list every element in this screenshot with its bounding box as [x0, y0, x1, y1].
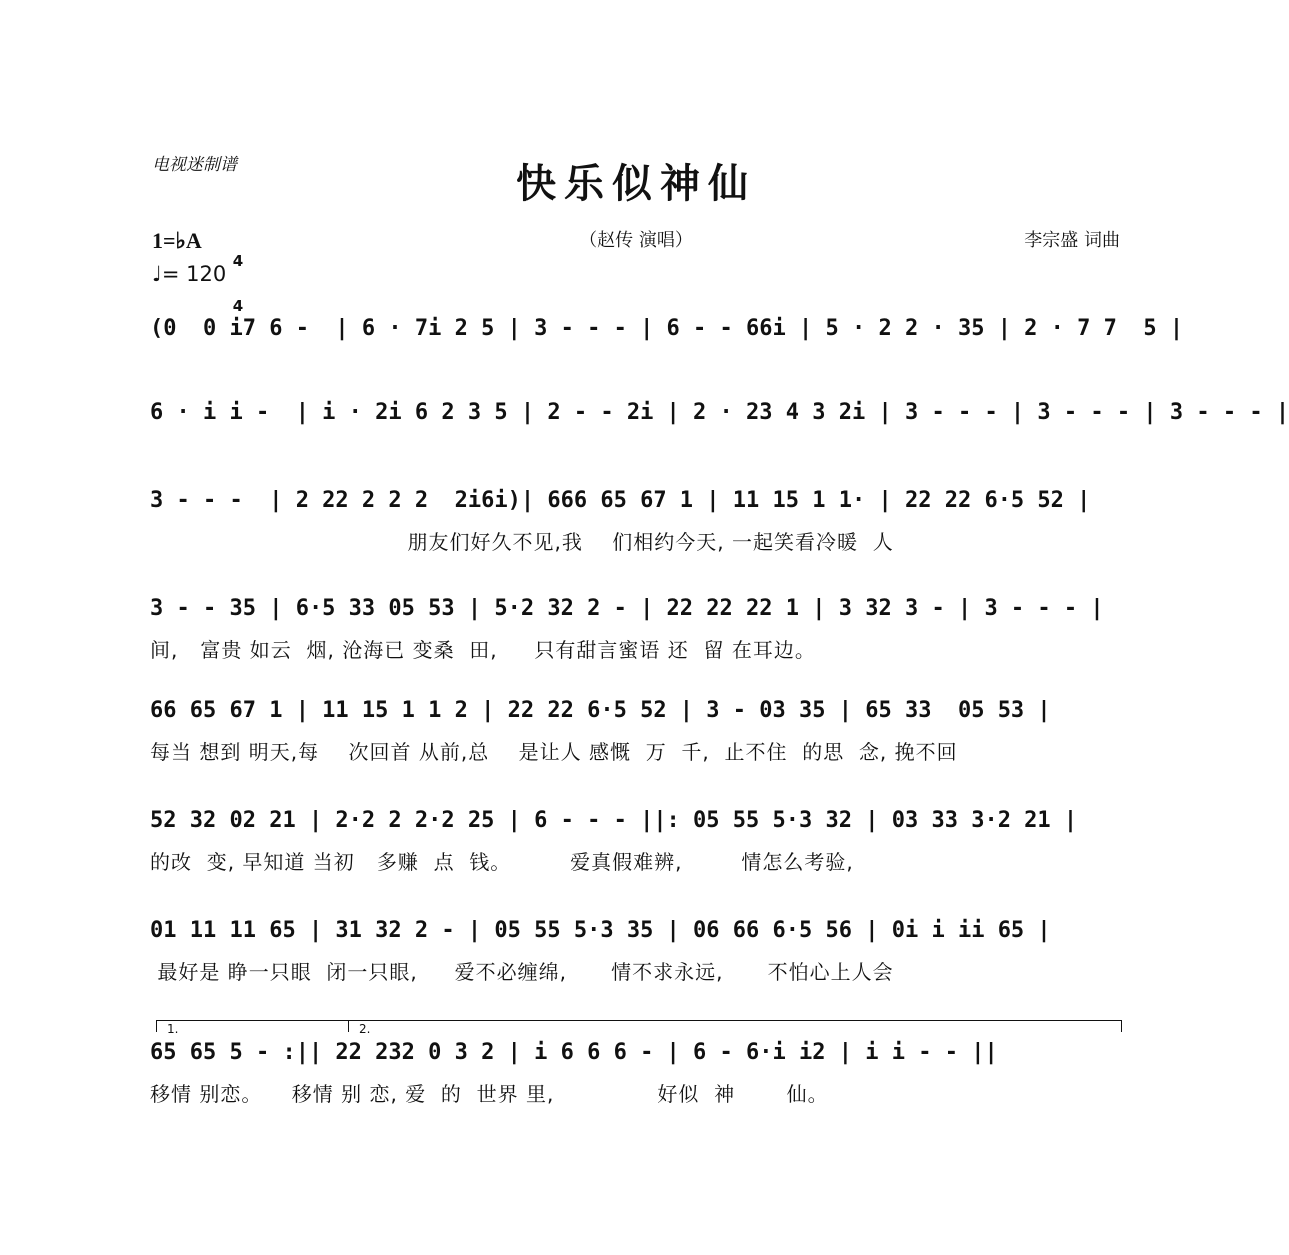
lyrics: 间, 富贵 如云 烟, 沧海已 变桑 田, 只有甜言蜜语 还 留 在耳边。: [150, 638, 816, 662]
lyrics: 最好是 睁一只眼 闭一只眼, 爱不必缠绵, 情不求永远, 不怕心上人会: [150, 960, 894, 984]
lyrics: 朋友们好久不见,我 们相约今天, 一起笑看冷暖 人: [150, 530, 894, 554]
time-signature: [228, 224, 248, 329]
notes: 3 - - - | 2 22 2 2 2 2i6i)| 666 65 67 1 | 11 15 1 1· | 22 22 6·5 52 |: [150, 488, 1091, 513]
tempo-marking: ♩= 120: [152, 262, 227, 286]
key-signature: 1=♭A: [152, 228, 202, 253]
notes: 52 32 02 21 | 2·2 2 2·2 25 | 6 - - - ||: 05 55 5·3 32 | 03 33 3·2 21 |: [150, 808, 1078, 833]
notes: (0 0 i7 6 - | 6 · 7i 2 5 | 3 - - - | 6 - - 66i | 5 · 2 2 · 35 | 2 · 7 7 5 |: [150, 316, 1184, 341]
notes: 6 · i i - | i · 2i 6 2 3 5 | 2 - - 2i | 2 · 23 4 3 2i | 3 - - - | 3 - - - | 3 - - - |: [150, 400, 1289, 425]
composer-credit: 李宗盛 词曲: [1024, 230, 1120, 251]
notes: 66 65 67 1 | 11 15 1 1 2 | 22 22 6·5 52 | 3 - 03 35 | 65 33 05 53 |: [150, 698, 1051, 723]
song-title: 快乐似神仙: [516, 160, 756, 207]
notes: 65 65 5 - :|| 22 232 0 3 2 | i 6 6 6 - | 6 - 6·i i2 | i i - - ||: [150, 1040, 998, 1065]
meter-top: 4: [232, 252, 244, 270]
first-ending-bracket: 1.: [156, 1020, 349, 1032]
notes: 01 11 11 65 | 31 32 2 - | 05 55 5·3 35 | 06 66 6·5 56 | 0i i ii 65 |: [150, 918, 1051, 943]
singer-credit: （赵传 演唱）: [579, 230, 693, 251]
meter-bottom: 4: [232, 297, 244, 315]
notes: 3 - - 35 | 6·5 33 05 53 | 5·2 32 2 - | 22 22 22 1 | 3 32 3 - | 3 - - - |: [150, 596, 1104, 621]
second-ending-bracket: 2.: [348, 1020, 1122, 1032]
source-label: 电视迷制谱: [152, 155, 237, 175]
lyrics: 的改 变, 早知道 当初 多赚 点 钱。 爱真假难辨, 情怎么考验,: [150, 850, 854, 874]
lyrics: 移情 别恋。 移情 别 恋, 爱 的 世界 里, 好似 神 仙。: [150, 1082, 829, 1106]
lyrics: 每当 想到 明天,每 次回首 从前,总 是让人 感慨 万 千, 止不住 的思 念, 挽不回: [150, 740, 958, 764]
